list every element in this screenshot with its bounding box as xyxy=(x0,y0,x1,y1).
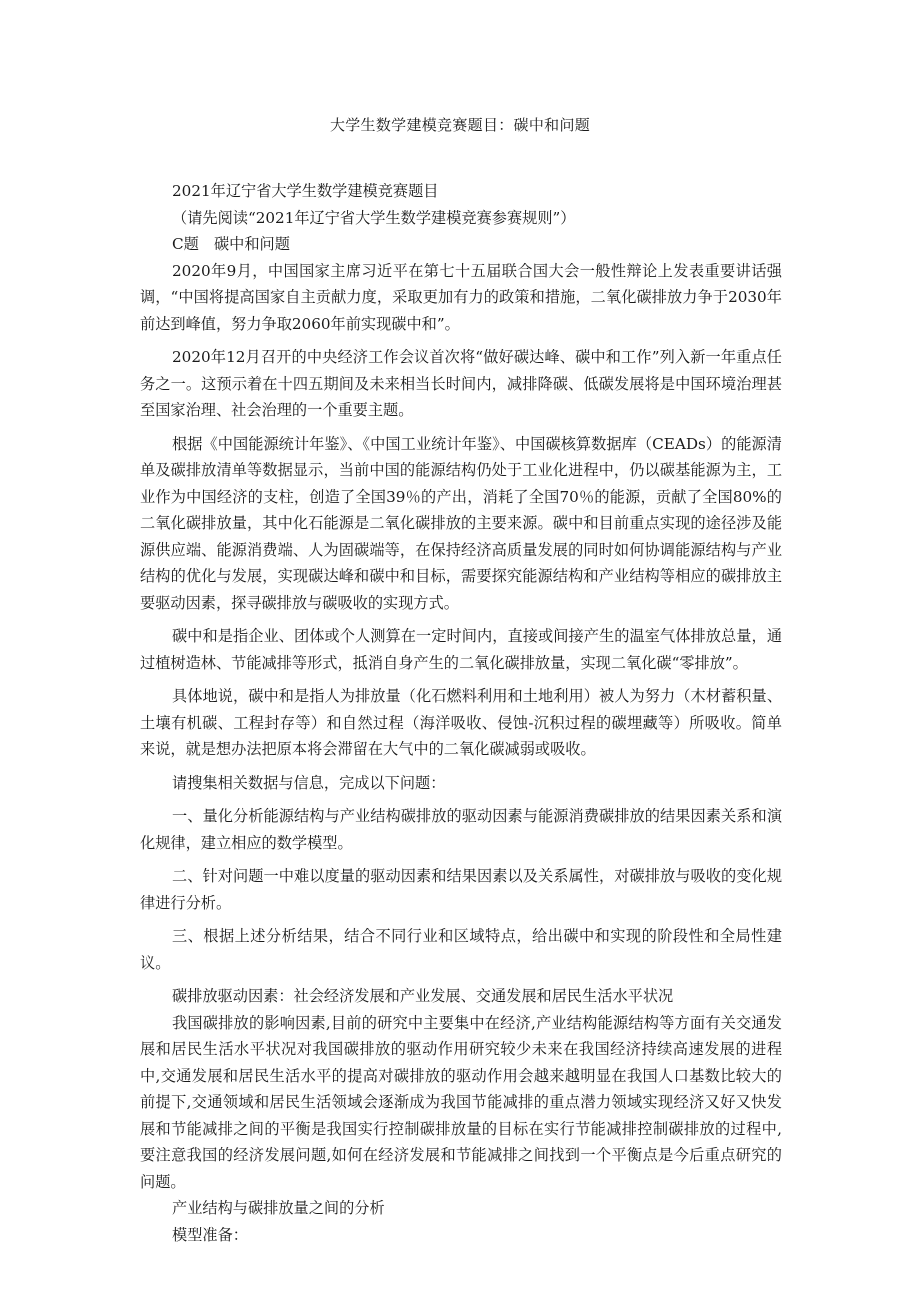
paragraph: 具体地说，碳中和是指人为排放量（化石燃料利用和土地利用）被人为努力（木材蓄积量、土壤有机碳、工程封存等）和自然过程（海洋吸收、侵蚀-沉积过程的碳埋藏等）所吸收。简单来说，就是想办法把原本将会滞留在大气中的二氧化碳减弱或吸收。 xyxy=(140,687,782,758)
rules-notice: （请先阅读“2021年辽宁省大学生数学建模竞赛参赛规则”） xyxy=(172,208,576,227)
question-three: 三、根据上述分析结果，结合不同行业和区域特点，给出碳中和实现的阶段性和全局性建议。 xyxy=(140,927,782,972)
problem-title: C题 碳中和问题 xyxy=(172,235,290,253)
paragraph: 请搜集相关数据与信息，完成以下问题： xyxy=(172,773,446,792)
paragraph: 2020年9月，中国国家主席习近平在第七十五届联合国大会一般性辩论上发表重要讲话强调，“中国将提高国家自主贡献力度，采取更加有力的政策和措施，二氧化碳排放力争于2030年前达到峰值，努力争取2060年前实现碳中和”。 xyxy=(140,261,782,333)
section-heading: 产业结构与碳排放量之间的分析 xyxy=(172,1199,385,1217)
section-heading: 碳排放驱动因素：社会经济发展和产业发展、交通发展和居民生活水平状况 xyxy=(172,987,674,1005)
section-heading: 模型准备： xyxy=(172,1225,248,1244)
competition-heading: 2021年辽宁省大学生数学建模竞赛题目 xyxy=(172,182,439,200)
paragraph: 2020年12月召开的中央经济工作会议首次将“做好碳达峰、碳中和工作”列入新一年重点任务之一。这预示着在十四五期间及未来相当长时间内，减排降碳、低碳发展将是中国环境治理甚至国家治理、社会治理的一个重要主题。 xyxy=(140,348,782,419)
document-body xyxy=(140,178,782,1248)
paragraph: 根据《中国能源统计年鉴》、《中国工业统计年鉴》、中国碳核算数据库（CEADs）的能源清单及碳排放清单等数据显示，当前中国的能源结构仍处于工业化进程中，仍以碳基能源为主，工业作为中国经济的支柱，创造了全国39％的产出，消耗了全国70％的能源，贡献了全国80%的二氧化碳排放量，其中化石能源是二氧化碳排放的主要来源。碳中和目前重点实现的途径涉及能源供应端、能源消费端、人为固碳端等，在保持经济高质量发展的同时如何协调能源结构与产业结构的优化与发展，实现碳达峰和碳中和目标，需要探究能源结构和产业结构等相应的碳排放主要驱动因素，探寻碳排放与碳吸收的实现方式。 xyxy=(140,434,782,612)
paragraph: 碳中和是指企业、团体或个人测算在一定时间内，直接或间接产生的温室气体排放总量，通过植树造林、节能减排等形式，抵消自身产生的二氧化碳排放量，实现二氧化碳“零排放”。 xyxy=(140,627,782,672)
question-two: 二、针对问题一中难以度量的驱动因素和结果因素以及关系属性，对碳排放与吸收的变化规律进行分析。 xyxy=(140,867,782,912)
paragraph: 我国碳排放的影响因素,目前的研究中主要集中在经济,产业结构能源结构等方面有关交通发展和居民生活水平状况对我国碳排放的驱动作用研究较少未来在我国经济持续高速发展的进程中,交通发展和居民生活水平的提高对碳排放的驱动作用会越来越明显在我国人口基数比较大的前提下,交通领域和居民生活领域会逐渐成为我国节能减排的重点潜力领域实现经济又好又快发展和节能减排之间的平衡是我国实行控制碳排放量的目标在实行节能减排控制碳排放的过程中,要注意我国的经济发展问题,如何在经济发展和节能减排之间找到一个平衡点是今后重点研究的问题。 xyxy=(140,1013,782,1191)
document-title: 大学生数学建模竞赛题目：碳中和问题 xyxy=(329,116,591,134)
question-one: 一、量化分析能源结构与产业结构碳排放的驱动因素与能源消费碳排放的结果因素关系和演化规律，建立相应的数学模型。 xyxy=(140,807,782,852)
